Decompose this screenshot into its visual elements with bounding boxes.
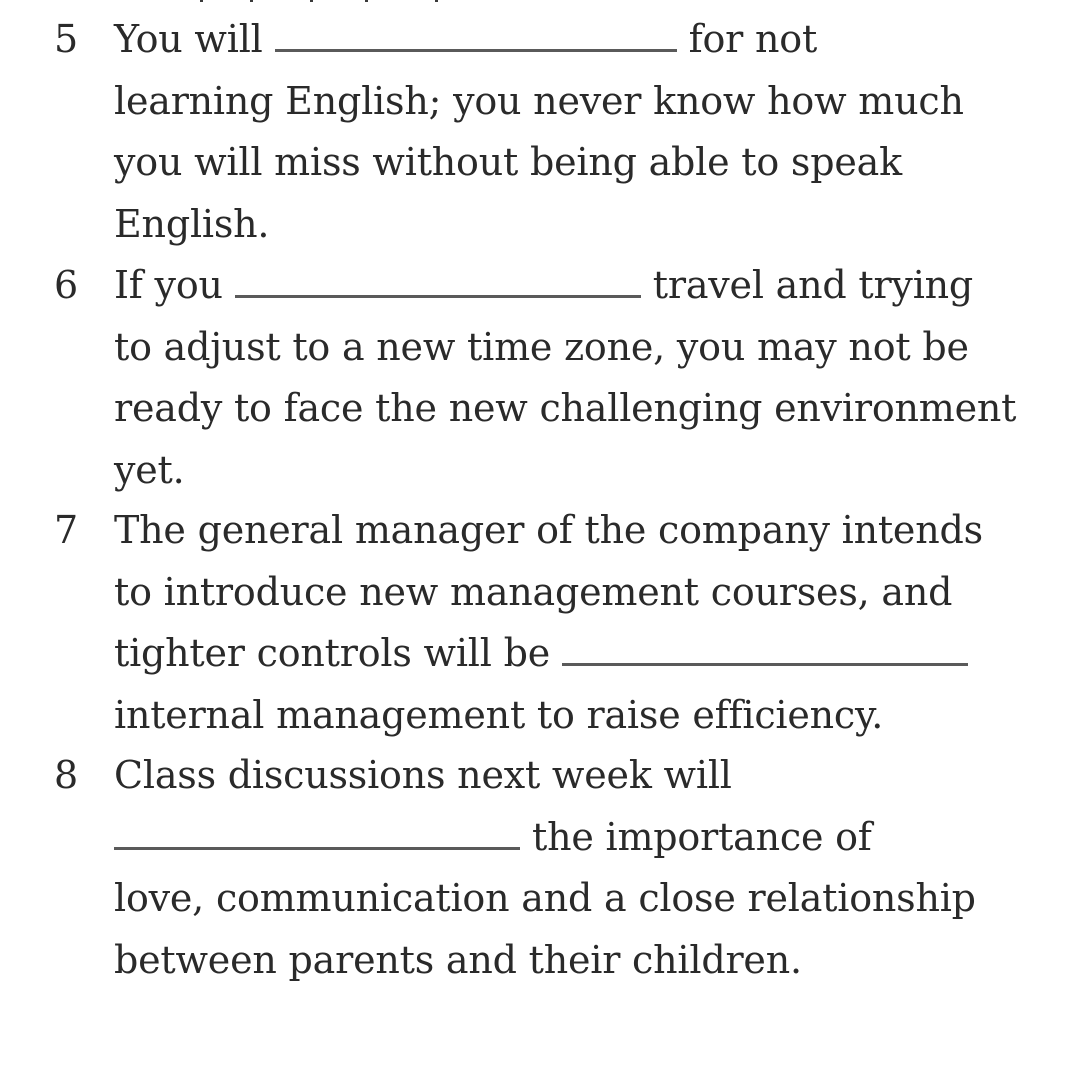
answer-blank[interactable] — [114, 811, 520, 850]
text-before-blank: You will — [114, 17, 263, 61]
question-line — [114, 255, 973, 317]
question-line: yet. — [114, 447, 185, 492]
text-before-blank: tighter controls will be — [114, 631, 550, 675]
question-number: 5 — [54, 17, 79, 61]
question-line: to introduce new management courses, and — [114, 569, 953, 614]
answer-blank[interactable] — [235, 259, 641, 298]
question-line: internal management to raise efficiency. — [114, 692, 884, 737]
question-line: to adjust to a new time zone, you may not be — [114, 324, 969, 369]
question-line: ready to face the new challenging environment — [114, 386, 1017, 430]
answer-blank[interactable] — [275, 13, 677, 52]
question-line: love, communication and a close relationship — [114, 876, 976, 920]
question-line: Class discussions next week will — [114, 753, 732, 797]
question-line — [114, 9, 817, 71]
question-line: between parents and their children. — [114, 937, 802, 982]
question-line: The general manager of the company intends — [114, 508, 983, 552]
question-line — [114, 807, 872, 869]
question-number: 8 — [54, 753, 79, 797]
text-before-blank: If you — [114, 263, 223, 307]
question-number: 6 — [54, 263, 79, 307]
question-line: English. — [114, 201, 270, 246]
answer-blank[interactable] — [562, 627, 968, 666]
text-after-blank: for not — [688, 17, 818, 61]
text-after-blank: travel and trying — [652, 263, 974, 307]
question-line: learning English; you never know how much — [114, 78, 964, 123]
question-line: you will miss without being able to speak — [114, 140, 902, 184]
question-line — [114, 623, 980, 685]
text-after-blank: the importance of — [532, 814, 872, 859]
cut-off-text-fragment — [190, 0, 490, 2]
question-number: 7 — [54, 508, 79, 552]
